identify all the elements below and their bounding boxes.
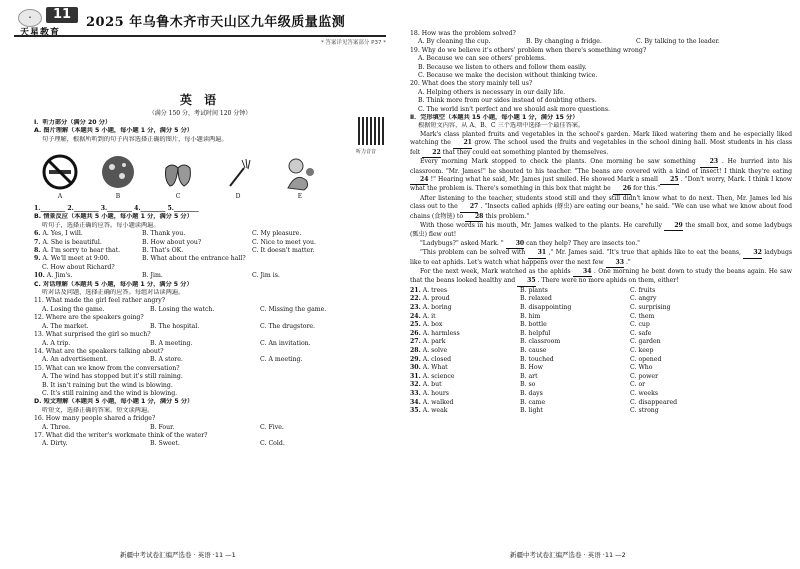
option-b[interactable]: B. How about you? bbox=[142, 238, 202, 246]
question-number: 29. bbox=[410, 355, 421, 363]
cloze-paragraph bbox=[410, 222, 792, 240]
option-c[interactable]: C. them bbox=[630, 312, 655, 320]
cloze-blank[interactable]: 30 bbox=[506, 240, 524, 249]
strawberries-picture bbox=[158, 152, 198, 192]
option-a[interactable] bbox=[34, 239, 142, 247]
question-number: 23. bbox=[410, 303, 421, 311]
option-b[interactable]: B. Four. bbox=[150, 423, 175, 431]
header-divider bbox=[14, 35, 386, 37]
answer-blanks-1-5[interactable]: 1.________ 2.________ 3.________ 4.________ 5.________ bbox=[34, 205, 199, 212]
question-number: 28. bbox=[410, 346, 421, 354]
cloze-text: ," Mr. James said. "It's true that aphids like to eat the beans, bbox=[548, 249, 744, 257]
section-a-heading: A. 图片理解（本题共 5 小题，每小题 1 分，满分 5 分） bbox=[34, 127, 193, 135]
exam-title: 2025 年乌鲁木齐市天山区九年级质量监测 bbox=[86, 15, 346, 30]
cloze-text: . One morning he bent down to study the beans again. He saw that the beans looked healthy and bbox=[410, 267, 792, 285]
qr-caption: 听力音音 bbox=[356, 149, 377, 155]
section-a-instruction: 句子理解，根据所听到的句子内容选择正确的图片，每小题读两遍。 bbox=[42, 135, 228, 143]
cloze-text: ." bbox=[625, 258, 631, 266]
option[interactable]: C. Because we make the decision without thinking twice. bbox=[418, 72, 598, 80]
cloze-blank[interactable]: 27 bbox=[460, 203, 478, 212]
option-a-text: A. Losing the game. bbox=[42, 305, 105, 313]
option-b[interactable]: B. disappointing bbox=[520, 303, 572, 311]
cloze-text: for this." bbox=[633, 185, 661, 193]
option-c[interactable]: C. strong bbox=[630, 407, 659, 415]
no-smoking-picture bbox=[40, 152, 80, 192]
question-row bbox=[410, 287, 792, 296]
question-row bbox=[410, 338, 792, 347]
option-b[interactable]: B. A store. bbox=[150, 356, 183, 364]
option-a-text: A. By cleaning the cup. bbox=[418, 38, 491, 46]
cloze-blank[interactable]: 23 bbox=[700, 158, 718, 167]
question-row bbox=[410, 295, 792, 304]
option-a[interactable] bbox=[410, 338, 520, 347]
right-page bbox=[400, 0, 800, 569]
option-c[interactable]: C. An invitation. bbox=[260, 339, 311, 347]
question-row bbox=[410, 407, 792, 416]
cloze-text: . "Insects called aphids (蚜虫) are eating our beans," he said. "We can use what we know about food chains (食物链) to bbox=[410, 203, 792, 220]
option-c[interactable]: C. cup bbox=[630, 321, 650, 329]
question-row bbox=[410, 347, 792, 356]
cloze-text: the small box, and some ladybugs (瓢虫) flew out! bbox=[410, 221, 792, 239]
option-a-text: A. What bbox=[422, 364, 448, 372]
feeding-picture bbox=[280, 152, 320, 192]
cloze-paragraph bbox=[410, 268, 792, 287]
question-text: 13. What surprised the girl so much? bbox=[34, 331, 151, 339]
question-row bbox=[410, 364, 792, 373]
cloze-text: After listening to the teacher, students stood still and they still didn't know what to do next. Then, Mr. James led his class out to the bbox=[410, 194, 792, 211]
question-row bbox=[34, 440, 386, 448]
question-text: 20. What does the story mainly tell us? bbox=[410, 80, 533, 88]
cloze-blank[interactable]: 25 bbox=[660, 176, 678, 185]
question-10 bbox=[34, 272, 386, 280]
question-row bbox=[410, 381, 792, 390]
option-a-text: A. Yes, I will. bbox=[42, 230, 83, 238]
paper-number-badge: 11 bbox=[46, 7, 78, 23]
option-c[interactable]: C. or bbox=[630, 381, 646, 389]
question-row bbox=[410, 356, 792, 365]
option-a[interactable] bbox=[410, 321, 520, 330]
question-row bbox=[410, 399, 792, 408]
cloze-paragraph bbox=[410, 158, 792, 195]
option-c[interactable]: C. garden bbox=[630, 338, 661, 346]
cloze-text: can they help? They are insects too." bbox=[526, 239, 640, 247]
section-b-heading: B. 情景反应（本题共 5 小题，每小题 1 分，满分 5 分） bbox=[34, 213, 193, 221]
option[interactable]: A. Because we can see others' problems. bbox=[418, 55, 546, 63]
fork-picture bbox=[218, 152, 258, 192]
option-b[interactable]: B. Sweet. bbox=[150, 440, 180, 448]
cloze-blank[interactable]: 29 bbox=[664, 222, 682, 231]
option[interactable]: A. Helping others is necessary in our daily life. bbox=[418, 88, 566, 96]
question-number: 22. bbox=[410, 295, 421, 303]
option-a[interactable] bbox=[418, 38, 526, 46]
question-row bbox=[34, 424, 386, 432]
question-number: 30. bbox=[410, 364, 421, 372]
option-a[interactable] bbox=[410, 390, 520, 399]
option[interactable]: B. Think more from our sides instead of doubting others. bbox=[418, 97, 597, 105]
footer-left: 新疆中考试卷汇编严选卷 · 英语 ·11 —1 bbox=[120, 551, 236, 559]
question-text: 18. How was the problem solved? bbox=[410, 30, 516, 37]
option-c[interactable]: C. surprising bbox=[630, 303, 671, 311]
option-a-text: A. harmless bbox=[422, 329, 460, 337]
option-a[interactable] bbox=[42, 424, 150, 432]
brand-name: 天星教育 bbox=[20, 28, 61, 38]
picture-label-a: A bbox=[57, 193, 63, 200]
option-a-text: A. We'll meet at 9:00. bbox=[42, 255, 110, 263]
option[interactable]: C. The world isn't perfect and we should ask more questions. bbox=[418, 105, 610, 113]
option-b[interactable]: B. touched bbox=[520, 355, 554, 363]
question-9c bbox=[34, 264, 386, 272]
option-b[interactable]: B. A meeting. bbox=[150, 339, 193, 347]
cloze-paragraph bbox=[410, 240, 792, 249]
question-row bbox=[410, 304, 792, 313]
option-c[interactable]: C. Five. bbox=[260, 423, 284, 431]
cloze-heading: Ⅱ．完形填空（本题共 15 小题，每小题 1 分，满分 15 分） bbox=[410, 114, 579, 122]
option-b[interactable]: B. came bbox=[520, 398, 546, 406]
question-row bbox=[410, 330, 792, 339]
option-a[interactable] bbox=[410, 364, 520, 373]
cloze-blank[interactable]: 26 bbox=[613, 185, 631, 194]
option-a-text: A. but bbox=[422, 381, 442, 389]
cloze-text: For the next week, Mark watched as the aphids bbox=[420, 267, 574, 275]
question-text: 19. Why do we believe it's others' problem when there's something wrong? bbox=[410, 46, 647, 54]
question-row bbox=[34, 356, 386, 364]
cloze-paragraph bbox=[410, 131, 792, 158]
question-number: 21. bbox=[410, 286, 421, 294]
question-number: 8. bbox=[34, 247, 41, 255]
option-c[interactable]: C. safe bbox=[630, 329, 652, 337]
question-text: 12. Where are the speakers going? bbox=[34, 314, 144, 322]
question-number: 26. bbox=[410, 329, 421, 337]
option-a-text: A. box bbox=[422, 321, 443, 329]
option-a-text: A. boring bbox=[422, 303, 452, 311]
picture-options bbox=[40, 152, 340, 200]
section-d-instruction: 听短文，选择正确的答案。短文读两遍。 bbox=[42, 406, 154, 414]
option-b[interactable]: B. days bbox=[520, 389, 543, 397]
option-b[interactable]: B. him bbox=[520, 312, 541, 320]
option-a[interactable] bbox=[42, 306, 150, 314]
option-c[interactable]: C. angry bbox=[630, 295, 657, 303]
cloze-blank[interactable]: 35 bbox=[517, 277, 535, 286]
question-row bbox=[34, 239, 386, 247]
option-b[interactable]: B. That's OK. bbox=[142, 247, 184, 255]
exam-header bbox=[14, 5, 386, 46]
option-a[interactable] bbox=[410, 407, 520, 416]
option-a-text: A. A trip. bbox=[42, 339, 71, 347]
option-a[interactable] bbox=[410, 356, 520, 365]
picture-label-b: B bbox=[115, 193, 121, 200]
answer-note: * 答案详见答案部分 P37 * bbox=[320, 40, 386, 46]
section-b-instruction: 听句子，选择正确的应答。每小题读两遍。 bbox=[42, 221, 160, 229]
option-a[interactable] bbox=[410, 287, 520, 296]
option-b[interactable]: B. light bbox=[520, 407, 543, 415]
question-number: 9. bbox=[34, 255, 41, 263]
cloze-text: that they could eat something planted by themselves. bbox=[442, 148, 609, 156]
option-a[interactable] bbox=[410, 399, 520, 408]
option-b[interactable]: B. so bbox=[520, 381, 536, 389]
option-15c[interactable]: C. It's still raining and the wind is blowing. bbox=[42, 389, 178, 397]
option-c[interactable]: C. A meeting. bbox=[260, 356, 303, 364]
cloze-text: grow. The school used the fruits and vegetables in the school dining hall. Most students in his class felt bbox=[410, 139, 793, 156]
option-a-text: A. The market. bbox=[42, 322, 89, 330]
option-a[interactable] bbox=[410, 295, 520, 304]
option-c[interactable]: C. Jim is. bbox=[252, 272, 280, 280]
option-a-text: A. solve bbox=[422, 346, 448, 354]
option-a[interactable] bbox=[410, 313, 520, 322]
question-number: 32. bbox=[410, 381, 421, 389]
cloze-blank[interactable]: 22 bbox=[422, 149, 440, 158]
option-b[interactable]: B. cause bbox=[520, 346, 547, 354]
option-a-text: A. it bbox=[422, 312, 436, 320]
option-b[interactable]: B. Thank you. bbox=[142, 230, 186, 238]
option[interactable]: B. Because we listen to others and follow them easily. bbox=[418, 63, 587, 71]
option-a-text: A. Jim's. bbox=[46, 272, 73, 280]
question-text: 17. What did the writer's workmate think of the water? bbox=[34, 431, 208, 439]
subject-title: 英 语 bbox=[179, 93, 221, 107]
option-a[interactable] bbox=[34, 247, 142, 255]
question-number: 27. bbox=[410, 338, 421, 346]
question-row bbox=[34, 255, 386, 263]
question-row bbox=[34, 230, 386, 238]
question-number: 34. bbox=[410, 398, 421, 406]
question-number: 24. bbox=[410, 312, 421, 320]
question-number: 10. bbox=[34, 272, 45, 280]
cloze-text: . "Don't worry, Mark. I think I know what the problem is. There's something in this box that might be bbox=[410, 175, 793, 193]
cloze-blank[interactable]: 28 bbox=[465, 213, 483, 222]
option-b[interactable]: B. bottle bbox=[520, 321, 547, 329]
question-row bbox=[410, 390, 792, 399]
question-number: 25. bbox=[410, 321, 421, 329]
option-b[interactable]: B. Jim. bbox=[142, 272, 163, 280]
question-row bbox=[34, 247, 386, 255]
listening-heading: Ⅰ．听力部分（满分 20 分） bbox=[34, 119, 112, 126]
question-15: 15. What can we know from the conversation? bbox=[34, 364, 180, 372]
option-b[interactable]: B. Losing the watch. bbox=[150, 305, 215, 313]
option-a[interactable] bbox=[34, 255, 142, 263]
publisher-logo: ⚬ bbox=[18, 9, 42, 27]
cloze-text: Every morning Mark stopped to check the plants. One morning he saw something bbox=[420, 158, 700, 166]
cloze-blank[interactable]: 34 bbox=[573, 268, 591, 277]
option-a[interactable] bbox=[410, 381, 520, 390]
option-a-text: A. An advertisement. bbox=[42, 356, 108, 364]
option-a[interactable] bbox=[410, 304, 520, 313]
option-a-text: A. hours bbox=[422, 389, 449, 397]
option-a[interactable] bbox=[42, 323, 150, 331]
option-c[interactable]: C. fruits bbox=[630, 286, 656, 294]
option-a-text: A. trees bbox=[422, 286, 448, 294]
footer-right: 新疆中考试卷汇编严选卷 · 英语 ·11 —2 bbox=[510, 551, 626, 559]
option-a-text: A. Dirty. bbox=[42, 440, 68, 448]
option-c[interactable]: C. opened bbox=[630, 355, 662, 363]
option-b[interactable]: B. How bbox=[520, 364, 543, 372]
option-a[interactable] bbox=[410, 373, 520, 382]
option-a-text: A. She is beautiful. bbox=[42, 238, 102, 246]
option-a[interactable] bbox=[42, 440, 150, 448]
option-a-text: A. proud bbox=[422, 295, 450, 303]
picture-label-e: E bbox=[297, 193, 303, 200]
question-row bbox=[34, 340, 386, 348]
option-a-text: A. closed bbox=[422, 355, 452, 363]
option-b[interactable]: B. helpful bbox=[520, 329, 551, 337]
question-row bbox=[410, 321, 792, 330]
option-c[interactable]: C. Cold. bbox=[260, 440, 285, 448]
option-a-text: A. park bbox=[422, 338, 446, 346]
cloze-blank[interactable]: 31 bbox=[528, 249, 546, 258]
cloze-text: "This problem can be solved with bbox=[420, 249, 528, 257]
question-row bbox=[34, 323, 386, 331]
cloze-blank[interactable]: 33 bbox=[606, 259, 624, 268]
option-a[interactable] bbox=[42, 356, 150, 364]
basketball-picture bbox=[98, 152, 138, 192]
option-c[interactable]: C. By talking to the leader. bbox=[636, 38, 720, 46]
option-c[interactable]: C. It doesn't matter. bbox=[252, 247, 315, 255]
option-c[interactable]: C. Missing the game. bbox=[260, 305, 327, 313]
score-info: （满分 150 分，考试时间 120 分钟） bbox=[148, 110, 252, 117]
question-number: 6. bbox=[34, 230, 41, 238]
qr-code[interactable] bbox=[358, 117, 386, 145]
cloze-blank[interactable]: 32 bbox=[743, 249, 761, 258]
section-c-instruction: 听对话及问题，选择正确的应答。每组对话读两遍。 bbox=[42, 289, 185, 297]
option-a[interactable] bbox=[410, 347, 520, 356]
option-a[interactable] bbox=[410, 330, 520, 339]
option-b[interactable]: B. By changing a fridge. bbox=[526, 38, 602, 46]
option-b[interactable]: B. The hospital. bbox=[150, 322, 200, 330]
question-row bbox=[410, 313, 792, 322]
option-a[interactable] bbox=[42, 340, 150, 348]
cloze-text: . He hurried into his classroom. "Mr. James!" he shouted to his teacher. "The beans are covered with a kind of insect! I think they're eating bbox=[410, 158, 793, 175]
cloze-text: ladybugs like to eat aphids. Let's watch what happens over the next few bbox=[410, 249, 793, 266]
option-b[interactable]: B. plants bbox=[520, 286, 548, 294]
cloze-blank[interactable]: 24 bbox=[410, 176, 428, 185]
question-text: 14. What are the speakers talking about? bbox=[34, 347, 164, 355]
option-a-text: A. walked bbox=[422, 398, 454, 406]
question-text: 11. What made the girl feel rather angry? bbox=[34, 297, 166, 305]
option-c[interactable]: C. keep bbox=[630, 346, 654, 354]
option-a-text: A. weak bbox=[422, 407, 448, 415]
cloze-paragraph bbox=[410, 249, 792, 268]
question-number: 7. bbox=[34, 238, 41, 246]
cloze-paragraph bbox=[410, 195, 792, 222]
option-a-text: A. Three. bbox=[42, 423, 71, 431]
cloze-text: . There were no more aphids on them, either! bbox=[537, 277, 679, 285]
option[interactable]: C. How about Richard? bbox=[42, 263, 115, 271]
question-row bbox=[34, 306, 386, 314]
cloze-blank[interactable]: 21 bbox=[453, 139, 471, 148]
option-c[interactable]: C. power bbox=[630, 372, 659, 380]
question-number: 35. bbox=[410, 407, 421, 415]
option-b[interactable]: B. classroom bbox=[520, 338, 561, 346]
cloze-text: Mark's class planted fruits and vegetables in the school's garden. Mark liked watering them and he especially liked watching the bbox=[410, 130, 792, 147]
option-15a[interactable]: A. The wind has stopped but it's still raining. bbox=[42, 373, 183, 381]
picture-label-d: D bbox=[235, 193, 241, 200]
question-text: 16. How many people shared a fridge? bbox=[34, 415, 156, 423]
cloze-text: "Ladybugs?" asked Mark. " bbox=[420, 239, 504, 247]
section-d-heading: D. 短文理解（本题共 5 小题，每小题 1 分，满分 5 分） bbox=[34, 398, 194, 406]
question-number: 31. bbox=[410, 372, 421, 380]
question-row bbox=[410, 38, 792, 46]
option-b[interactable]: B. What about the entrance hall? bbox=[142, 255, 246, 263]
option-a-text: A. science bbox=[422, 372, 455, 380]
option-15b[interactable]: B. It isn't raining but the wind is blowing. bbox=[42, 381, 173, 389]
option-b[interactable]: B. art bbox=[520, 372, 538, 380]
option-c[interactable]: C. weeks bbox=[630, 389, 658, 397]
option-a[interactable] bbox=[34, 272, 142, 280]
cloze-text: !" Hearing what he said, Mr. James just smiled. He showed Mark a small bbox=[430, 175, 661, 183]
option-a-text: A. I'm sorry to hear that. bbox=[42, 247, 121, 255]
option-c[interactable]: C. My pleasure. bbox=[252, 230, 302, 238]
option-c[interactable]: C. Who bbox=[630, 364, 653, 372]
cloze-text: this problem." bbox=[485, 212, 530, 220]
picture-label-c: C bbox=[175, 193, 181, 200]
option-a[interactable] bbox=[34, 230, 142, 238]
question-number: 33. bbox=[410, 389, 421, 397]
option-c[interactable]: C. disappeared bbox=[630, 398, 678, 406]
cloze-text: With those words in his mouth, Mr. James walked to the plants. He carefully bbox=[420, 221, 665, 229]
option-c[interactable]: C. Nice to meet you. bbox=[252, 238, 316, 246]
option-c[interactable]: C. The drugstore. bbox=[260, 322, 316, 330]
section-c-heading: C. 对话理解（本题共 5 小题，每小题 1 分，满分 5 分） bbox=[34, 280, 193, 288]
option-b[interactable]: B. relaxed bbox=[520, 295, 552, 303]
cloze-instruction: 根据短文内容，从 A、B、C 三个选项中选择一个最佳答案。 bbox=[418, 122, 585, 130]
question-row bbox=[410, 373, 792, 382]
